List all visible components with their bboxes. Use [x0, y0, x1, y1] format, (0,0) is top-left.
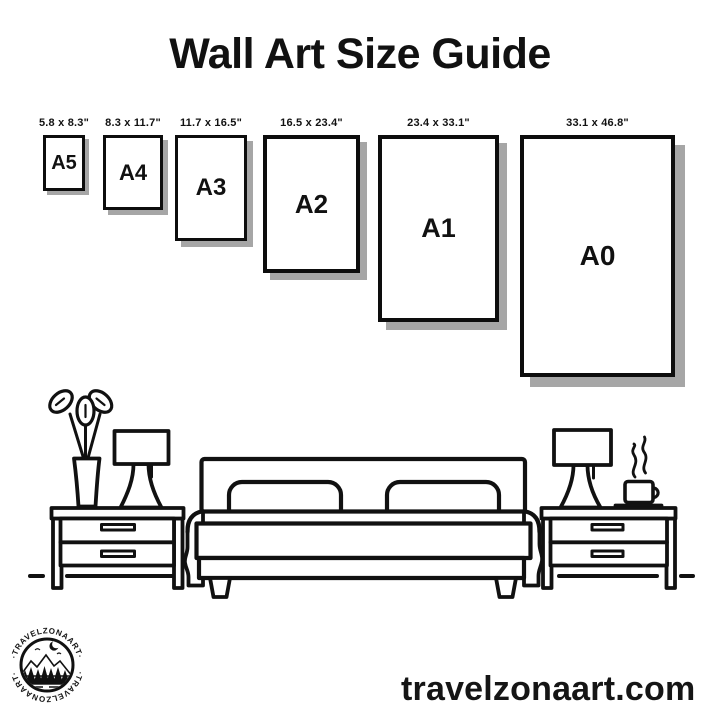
logo-ring-text-bottom: ·TRAVELZONAART·: [9, 670, 85, 704]
size-dimensions-label: 33.1 x 46.8": [566, 117, 629, 129]
bed-leg: [496, 578, 516, 597]
size-name-label: A0: [579, 240, 616, 271]
plant-vase: [46, 386, 116, 506]
size-frame-a5: [38, 117, 90, 191]
vase: [74, 459, 100, 507]
poster-frame: [263, 135, 360, 273]
size-frame-a3: [175, 117, 247, 241]
brand-logo: [5, 623, 89, 707]
drawer-handle: [592, 551, 623, 557]
size-dimensions-label: 23.4 x 33.1": [407, 117, 470, 129]
bed-base: [199, 558, 524, 578]
double-bed: [185, 459, 542, 597]
table-lamp-right: [554, 430, 611, 508]
size-dimensions-label: 11.7 x 16.5": [179, 117, 243, 129]
poster-frame: [43, 135, 85, 191]
steam: [633, 444, 636, 477]
logo-ring-text-top: ·TRAVELZONAART·: [9, 626, 85, 660]
drawer-handle: [102, 525, 135, 531]
poster-frame: [175, 135, 247, 241]
size-frame-a4: [103, 117, 163, 210]
steam: [643, 437, 646, 473]
bed-leg: [210, 578, 230, 597]
size-name-label: A4: [118, 159, 148, 185]
size-dimensions-label: 8.3 x 11.7": [105, 117, 161, 129]
website-url: travelzonaart.com: [401, 670, 696, 708]
poster-frame: [378, 135, 499, 322]
poster-frame: [103, 135, 163, 210]
poster-frame: [520, 135, 675, 377]
lampshade: [115, 431, 169, 464]
cup: [625, 482, 653, 503]
size-name-label: A2: [294, 188, 329, 219]
size-dimensions-label: 16.5 x 23.4": [280, 117, 343, 129]
size-frame-a1: [378, 117, 499, 322]
size-name-label: A1: [421, 213, 456, 243]
size-frame-a0: [520, 117, 675, 377]
mattress: [197, 524, 531, 559]
drawer-handle: [592, 525, 623, 531]
lampshade: [554, 430, 611, 465]
page-title: Wall Art Size Guide: [169, 30, 551, 78]
size-dimensions-label: 5.8 x 8.3": [38, 117, 90, 129]
size-name-label: A3: [195, 174, 227, 201]
steaming-coffee-cup: [616, 437, 662, 506]
table-lamp-left: [115, 431, 169, 508]
bedroom-illustration: [0, 380, 720, 620]
size-name-label: A5: [51, 151, 77, 174]
size-frame-a2: [263, 117, 360, 273]
drawer-handle: [102, 551, 135, 557]
